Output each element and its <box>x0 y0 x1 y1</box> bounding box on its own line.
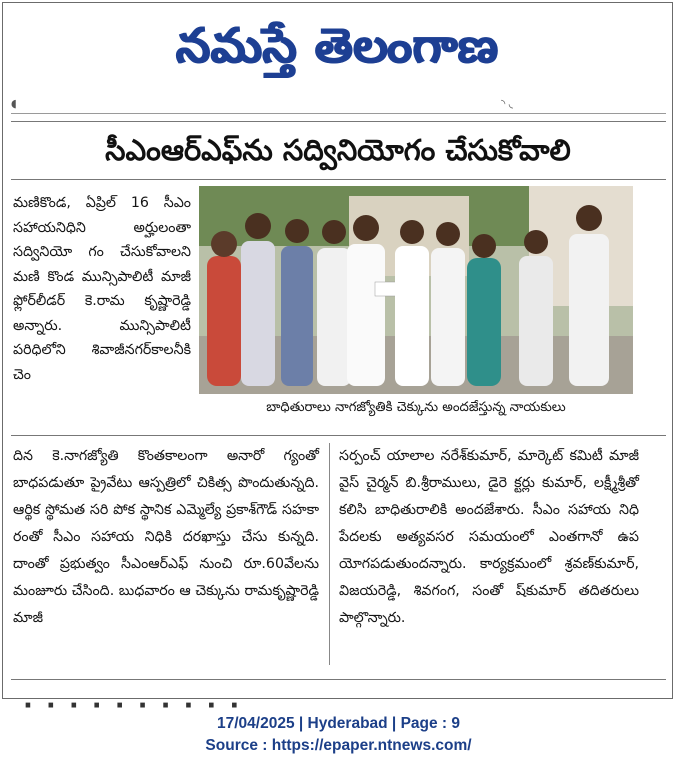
clipped-glyph: ◝ ◟ <box>501 97 514 110</box>
photo-caption: బాధితురాలు నాగజ్యోతికి చెక్కును అందజేస్తున్న నాయకులు <box>266 400 566 415</box>
headline-divider <box>11 179 666 180</box>
footer-source[interactable]: Source : https://epaper.ntnews.com/ <box>205 737 472 754</box>
article-text-right: సర్పంచ్ యాలాల నరేశ్‌కుమార్, మార్కెట్ కమిటీ మాజీ వైస్ చైర్మన్ బి.శ్రీరాములు, డైరె క్టర్లు కుమార్, లక్ష్మీశ్రీతో కలిసి బాధితురాలికి అందజేశారు. సీఎం సహాయ నిధి పేదలకు అత్యవసర సమయంలో ఎంతగానో ఉప యోగపడుతుందన్నారు. కార్యక్రమంలో శ్రవణ్‌కుమార్, విజయరెడ్డి, శివగంగ, సంతో ష్‌కుమార్ తదితరులు పాల్గొన్నారు. <box>339 448 639 626</box>
article-column-right <box>339 443 639 675</box>
article-column-left <box>13 443 319 675</box>
top-divider <box>11 121 666 122</box>
caption-divider <box>11 435 666 436</box>
newspaper-page <box>2 2 673 721</box>
group-photo-illustration <box>199 186 633 394</box>
article-text-left: దిన కె.నాగజ్యోతి కొంతకాలంగా అనారో గ్యంతో బాధపడుతూ ప్రైవేటు ఆస్పత్రిలో చికిత్స పొందుతున్నది. ఆర్థిక స్థోమత సరి పోక స్థానిక ఎమ్మెల్యే ప్రకాశ్‌గౌడ్ సహకా రంతో సీఎం సహాయ నిధికి దరఖాస్తు చేసు కున్నది. దాంతో ప్రభుత్వం సీఎంఆర్ఎఫ్ నుంచి రూ.60వేలను మంజూరు చేసింది. బుధవారం ఆ చెక్కును రామకృష్ణారెడ్డి మాజీ <box>13 448 319 626</box>
article-headline: సీఎంఆర్ఎఫ్‌ను సద్వినియోగం చేసుకోవాలి <box>105 133 571 167</box>
clipped-next-headline <box>23 685 653 721</box>
clipped-next-headline-text: · · · · · · · · · · <box>23 691 242 721</box>
clipped-previous-line <box>11 95 666 114</box>
footer-date-edition: 17/04/2025 | Hyderabad | Page : 9 <box>216 715 461 732</box>
article-intro-column <box>13 191 191 441</box>
bottom-divider <box>11 679 666 680</box>
masthead-title: నమస్తే తెలంగాణ <box>176 18 499 74</box>
masthead <box>3 7 672 85</box>
article-intro-text: మణికొండ, ఏప్రిల్ 16 సీఎం సహాయనిధిని అర్హులంతా సద్వినియో గం చేసుకోవాలని మణి కొండ మున్సిపాలిటీ మాజీ ఫ్లోర్‌లీడర్ కె.రామ కృష్ణారెడ్డి అన్నారు. మున్సిపాలిటీ పరిధిలోని శివాజీనగర్‌కాలనీకి చెం <box>13 195 191 383</box>
clipped-glyph: ◖ <box>11 97 17 110</box>
page-footer <box>0 713 677 757</box>
column-divider <box>329 443 330 665</box>
news-photo <box>199 186 633 394</box>
